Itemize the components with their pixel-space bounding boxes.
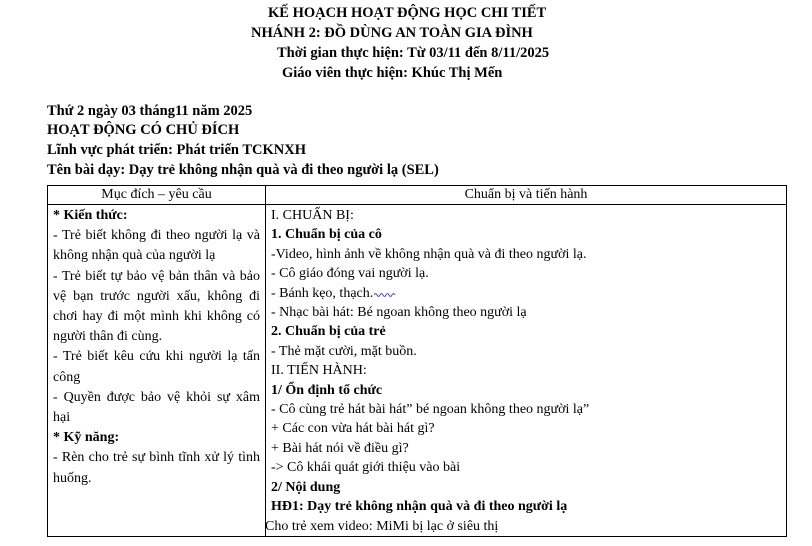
lesson-name: Tên bài dạy: Dạy trẻ không nhận quà và đi theo người lạ (SEL) — [47, 162, 439, 178]
plan-title: KẾ HOẠCH HOẠT ĐỘNG HỌC CHI TIẾT — [268, 5, 547, 21]
stabilize-item: - Cô cùng trẻ hát bài hát” bé ngoan không theo người lạ” — [271, 402, 590, 418]
knowledge-item: - Trẻ biết không đi theo người lạ và không nhận quà của người lạ — [53, 228, 260, 264]
teacher-prep-title: 1. Chuẩn bị của cô — [271, 227, 382, 243]
child-prep-item: - Thẻ mặt cười, mặt buồn. — [271, 343, 417, 359]
teacher-prep-item: - Nhạc bài hát: Bé ngoan không theo người lạ — [271, 305, 527, 321]
stabilize-item: + Bài hát nói về điều gì? — [271, 440, 409, 456]
child-prep-title: 2. Chuẩn bị của trẻ — [271, 324, 386, 340]
teacher-prep-item: - Cô giáo đóng vai người lạ. — [271, 266, 429, 282]
knowledge-item: - Trẻ biết kêu cứu khi người lạ tấn công — [53, 349, 260, 385]
stabilize-item: + Các con vừa hát bài hát gì? — [271, 421, 435, 437]
teacher-line: Giáo viên thực hiện: Khúc Thị Mến — [282, 65, 503, 81]
activity-1-title: HĐ1: Dạy trẻ không nhận quà và đi theo người lạ — [271, 499, 568, 515]
table-body-row — [48, 205, 787, 537]
teacher-prep-item-with-spellcheck — [271, 284, 786, 303]
development-field: Lĩnh vực phát triển: Phát triển TCKNXH — [47, 142, 306, 158]
activity-1-item: Cho trẻ xem video: MiMi bị lạc ở siêu thị — [265, 518, 499, 534]
knowledge-item: - Trẻ biết tự bảo vệ bản thân và bảo vệ bạn trước người xấu, không đi chơi hay đi một mình khi không có người thân đi cùng. — [53, 268, 260, 345]
table-header-row — [48, 186, 787, 205]
lesson-date: Thứ 2 ngày 03 tháng11 năm 2025 — [47, 103, 253, 119]
preparation-cell — [266, 205, 787, 537]
time-line: Thời gian thực hiện: Từ 03/11 đến 8/11/2025 — [277, 45, 550, 61]
knowledge-title: * Kiến thức: — [53, 208, 128, 223]
spellcheck-underline-icon — [374, 291, 396, 297]
knowledge-item: - Quyền được bảo vệ khỏi sự xâm hại — [53, 389, 260, 426]
purpose-cell — [48, 205, 266, 537]
purpose-column-header: Mục đích – yêu cầu — [48, 186, 266, 205]
activity-title: HOẠT ĐỘNG CÓ CHỦ ĐÍCH — [47, 122, 240, 138]
plan-table — [47, 185, 787, 537]
teacher-prep-item: - Bánh kẹo, thạch. — [271, 285, 374, 301]
stabilize-title: 1/ Ổn định tổ chức — [271, 382, 383, 398]
procedure-section-title: II. TIẾN HÀNH: — [271, 363, 367, 379]
skills-item: - Rèn cho trẻ sự bình tĩnh xử lý tình huống. — [53, 450, 260, 486]
prep-section-title: I. CHUẨN BỊ: — [271, 208, 354, 223]
skills-title: * Kỹ năng: — [53, 430, 120, 446]
stabilize-item: -> Cô khái quát giới thiệu vào bài — [271, 460, 461, 476]
branch-title: NHÁNH 2: ĐỒ DÙNG AN TOÀN GIA ĐÌNH — [251, 25, 533, 41]
teacher-prep-item: -Video, hình ảnh về không nhận quà và đi theo người lạ. — [271, 246, 587, 262]
content-title: 2/ Nội dung — [271, 479, 341, 495]
preparation-column-header: Chuẩn bị và tiến hành — [266, 186, 787, 205]
